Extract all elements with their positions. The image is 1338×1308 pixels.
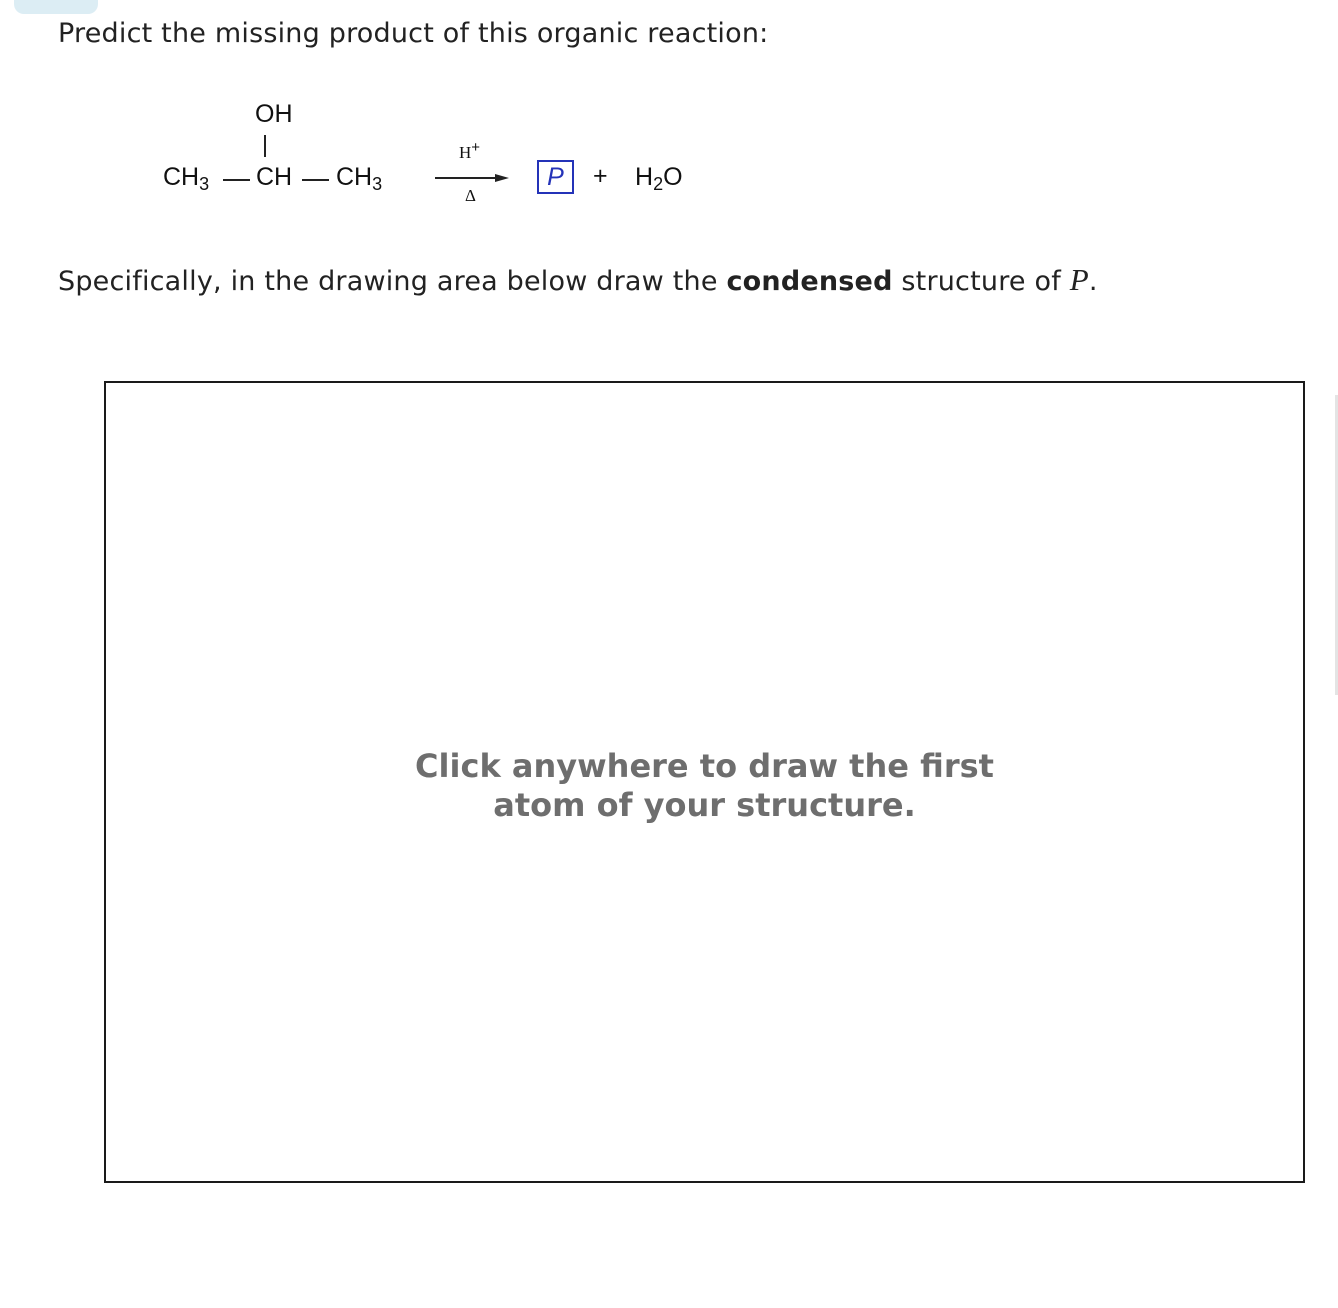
instruction-text: Specifically, in the drawing area below draw the condensed structure of P. <box>58 262 1098 297</box>
heat-symbol: Δ <box>465 186 476 205</box>
question-prompt: Predict the missing product of this organic reaction: <box>58 18 769 49</box>
reaction-scheme <box>150 90 710 220</box>
plus-sign: + <box>593 162 608 190</box>
drawing-hint: Click anywhere to draw the first atom of your structure. <box>415 747 994 824</box>
water-byproduct: $H_2O$ <box>635 163 683 194</box>
right-bond <box>302 179 329 181</box>
product-placeholder-box: P <box>537 160 574 194</box>
right-methyl: $CH_3$ <box>336 163 383 194</box>
arrow-head-icon <box>495 174 509 182</box>
structure-drawing-area[interactable] <box>104 381 1305 1183</box>
hydroxyl-group: OH <box>255 100 293 128</box>
product-variable: P <box>1069 262 1089 297</box>
left-bond <box>223 179 250 181</box>
top-tab[interactable] <box>14 0 98 14</box>
condensed-emphasis: condensed <box>726 266 893 297</box>
vertical-bond <box>264 135 266 157</box>
reaction-arrow <box>435 177 497 179</box>
acid-catalyst: H+ <box>459 139 481 162</box>
left-methyl: $CH_3$ <box>163 163 210 194</box>
center-carbon: CH <box>256 163 293 191</box>
